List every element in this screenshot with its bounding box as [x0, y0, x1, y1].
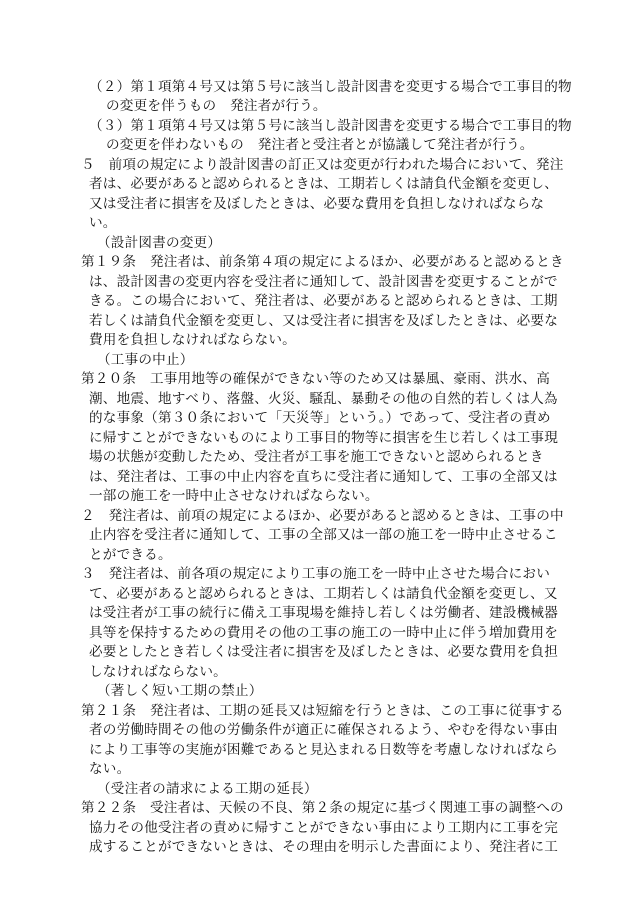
text-line: は、発注者は、工事の中止内容を直ちに受注者に通知して、工事の全部又は: [89, 469, 558, 485]
text-line: 又は受注者に損害を及ぼしたときは、必要な費用を負担しなければならな: [89, 196, 545, 212]
text-line: ３ 発注者は、前各項の規定により工事の施工を一時中止させた場合におい: [81, 566, 550, 582]
text-line: 必要としたとき若しくは受注者に損害を及ぼしたときは、必要な費用を負担: [89, 644, 558, 660]
text-line: 成することができないときは、その理由を明示した書面により、発注者に工: [89, 839, 558, 855]
text-line: は、設計図書の変更内容を受注者に通知して、設計図書を変更することがで: [89, 274, 558, 290]
text-line: 第２２条 受注者は、天候の不良、第２条の規定に基づく関連工事の調整への: [81, 800, 564, 816]
section-heading: （受注者の請求による工期の延長）: [97, 781, 318, 797]
text-line: 第１９条 発注者は、前条第４項の規定によるほか、必要があると認めるとき: [81, 254, 564, 270]
text-line: しなければならない。: [89, 664, 227, 680]
text-line: の変更を伴うもの 発注者が行う。: [106, 98, 327, 114]
text-line: 者は、必要があると認められるときは、工期若しくは請負代金額を変更し、: [89, 176, 558, 192]
text-line: 協力その他受注者の責めに帰すことができない事由により工期内に工事を完: [89, 820, 558, 836]
text-line: ５ 前項の規定により設計図書の訂正又は変更が行われた場合において、発注: [81, 157, 564, 173]
text-line: 費用を負担しなければならない。: [89, 332, 296, 348]
text-line: により工事等の実施が困難であると見込まれる日数等を考慮しなければなら: [89, 742, 558, 758]
text-line: 第２０条 工事用地等の確保ができない等のため又は暴風、豪雨、洪水、高: [81, 371, 550, 387]
text-line: とができる。: [89, 547, 172, 563]
text-line: 若しくは請負代金額を変更し、又は受注者に損害を及ぼしたときは、必要な: [89, 313, 558, 329]
text-line: ２ 発注者は、前項の規定によるほか、必要があると認めるときは、工事の中: [81, 508, 564, 524]
text-line: 具等を保持するための費用その他の工事の施工の一時中止に伴う増加費用を: [89, 625, 558, 641]
text-line: 潮、地震、地すべり、落盤、火災、騒乱、暴動その他の自然的若しくは人為: [89, 391, 558, 407]
text-line: て、必要があると認められるときは、工期若しくは請負代金額を変更し、又: [89, 586, 558, 602]
section-heading: （著しく短い工期の禁止）: [97, 683, 263, 699]
text-line: 的な事象（第３０条において「天災等」という。）であって、受注者の責め: [89, 410, 551, 426]
text-line: 止内容を受注者に通知して、工事の全部又は一部の施工を一時中止させるこ: [89, 527, 558, 543]
section-heading: （設計図書の変更）: [97, 235, 222, 251]
text-line: に帰すことができないものにより工事目的物等に損害を生じ若しくは工事現: [89, 430, 558, 446]
text-line: きる。この場合において、発注者は、必要があると認められるときは、工期: [89, 293, 558, 309]
text-line: い。: [89, 215, 117, 231]
section-heading: （工事の中止）: [97, 352, 194, 368]
text-line: （２）第１項第４号又は第５号に該当し設計図書を変更する場合で工事目的物: [89, 79, 572, 95]
text-line: 場の状態が変動したため、受注者が工事を施工できないと認められるとき: [89, 449, 544, 465]
text-line: （３）第１項第４号又は第５号に該当し設計図書を変更する場合で工事目的物: [89, 118, 572, 134]
text-line: の変更を伴わないもの 発注者と受注者とが協議して発注者が行う。: [106, 137, 534, 153]
text-line: 第２１条 発注者は、工期の延長又は短縮を行うときは、この工事に従事する: [81, 703, 564, 719]
text-line: 一部の施工を一時中止させなければならない。: [89, 488, 379, 504]
text-line: 者の労働時間その他の労働条件が適正に確保されるよう、やむを得ない事由: [89, 722, 558, 738]
text-line: は受注者が工事の続行に備え工事現場を維持し若しくは労働者、建設機械器: [89, 605, 558, 621]
text-line: ない。: [89, 761, 131, 777]
